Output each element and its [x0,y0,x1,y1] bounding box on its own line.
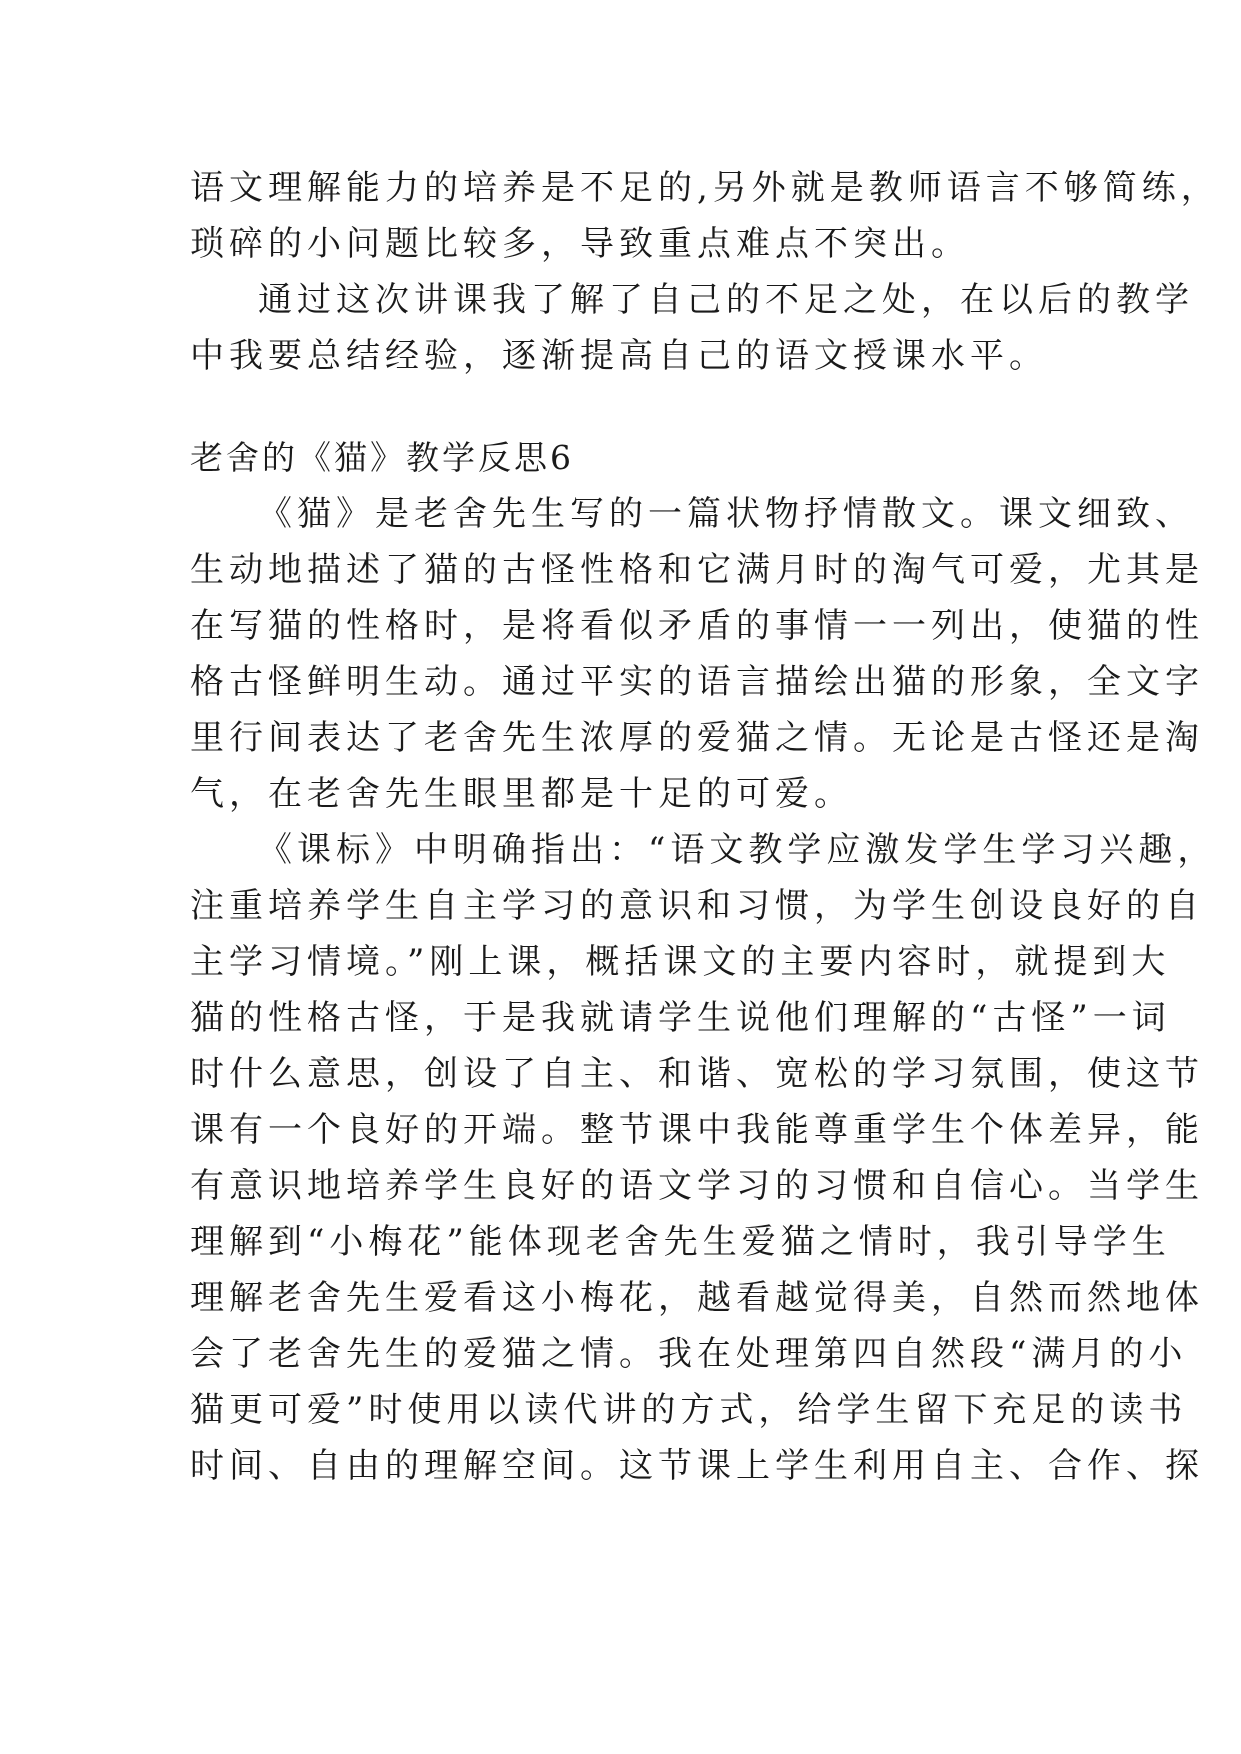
text-line: 通过这次讲课我了解了自己的不足之处，在以后的教学 [258,280,1194,320]
text-line: 猫更可爱”时使用以读代讲的方式，给学生留下充足的读书 [190,1390,1188,1430]
paragraph-continuation [190,160,1220,272]
paragraph-intro [190,486,1204,822]
text-line: 理解老舍先生爱看这小梅花，越看越觉得美，自然而然地体 [190,1278,1204,1318]
paragraph-curriculum [190,822,1217,1494]
text-line: 中我要总结经验，逐渐提高自己的语文授课水平。 [190,336,1048,376]
section-spacer [190,384,1090,430]
text-line: 气，在老舍先生眼里都是十足的可爱。 [190,774,853,814]
text-line: 主学习情境。”刚上课，概括课文的主要内容时，就提到大 [190,942,1171,982]
text-line: 里行间表达了老舍先生浓厚的爱猫之情。无论是古怪还是淘 [190,718,1204,758]
text-line: 课有一个良好的开端。整节课中我能尊重学生个体差异，能 [190,1110,1204,1150]
paragraph-lesson-summary [190,272,1194,384]
section-title: 老舍的《猫》教学反思6 [190,438,574,477]
text-line: 注重培养学生自主学习的意识和习惯，为学生创设良好的自 [190,886,1204,926]
text-line: 有意识地培养学生良好的语文学习的习惯和自信心。当学生 [190,1166,1204,1206]
text-line: 《猫》是老舍先生写的一篇状物抒情散文。课文细致、 [258,494,1194,534]
text-line: 生动地描述了猫的古怪性格和它满月时的淘气可爱，尤其是 [190,550,1204,590]
text-line: 在写猫的性格时，是将看似矛盾的事情一一列出，使猫的性 [190,606,1204,646]
text-line: 会了老舍先生的爱猫之情。我在处理第四自然段“满月的小 [190,1334,1188,1374]
text-line: 《课标》中明确指出：“语文教学应激发学生学习兴趣， [258,830,1217,870]
text-line: 理解到“小梅花”能体现老舍先生爱猫之情时，我引导学生 [190,1222,1171,1262]
text-line: 时间、自由的理解空间。这节课上学生利用自主、合作、探 [190,1446,1204,1486]
text-line: 琐碎的小问题比较多，导致重点难点不突出。 [190,224,970,264]
text-line: 格古怪鲜明生动。通过平实的语言描绘出猫的形象，全文字 [190,662,1204,702]
document-page [190,160,1220,1494]
text-line: 时什么意思，创设了自主、和谐、宽松的学习氛围，使这节 [190,1054,1204,1094]
text-line: 语文理解能力的培养是不足的,另外就是教师语言不够简练， [190,168,1220,208]
text-line: 猫的性格古怪，于是我就请学生说他们理解的“古怪”一词 [190,998,1171,1038]
